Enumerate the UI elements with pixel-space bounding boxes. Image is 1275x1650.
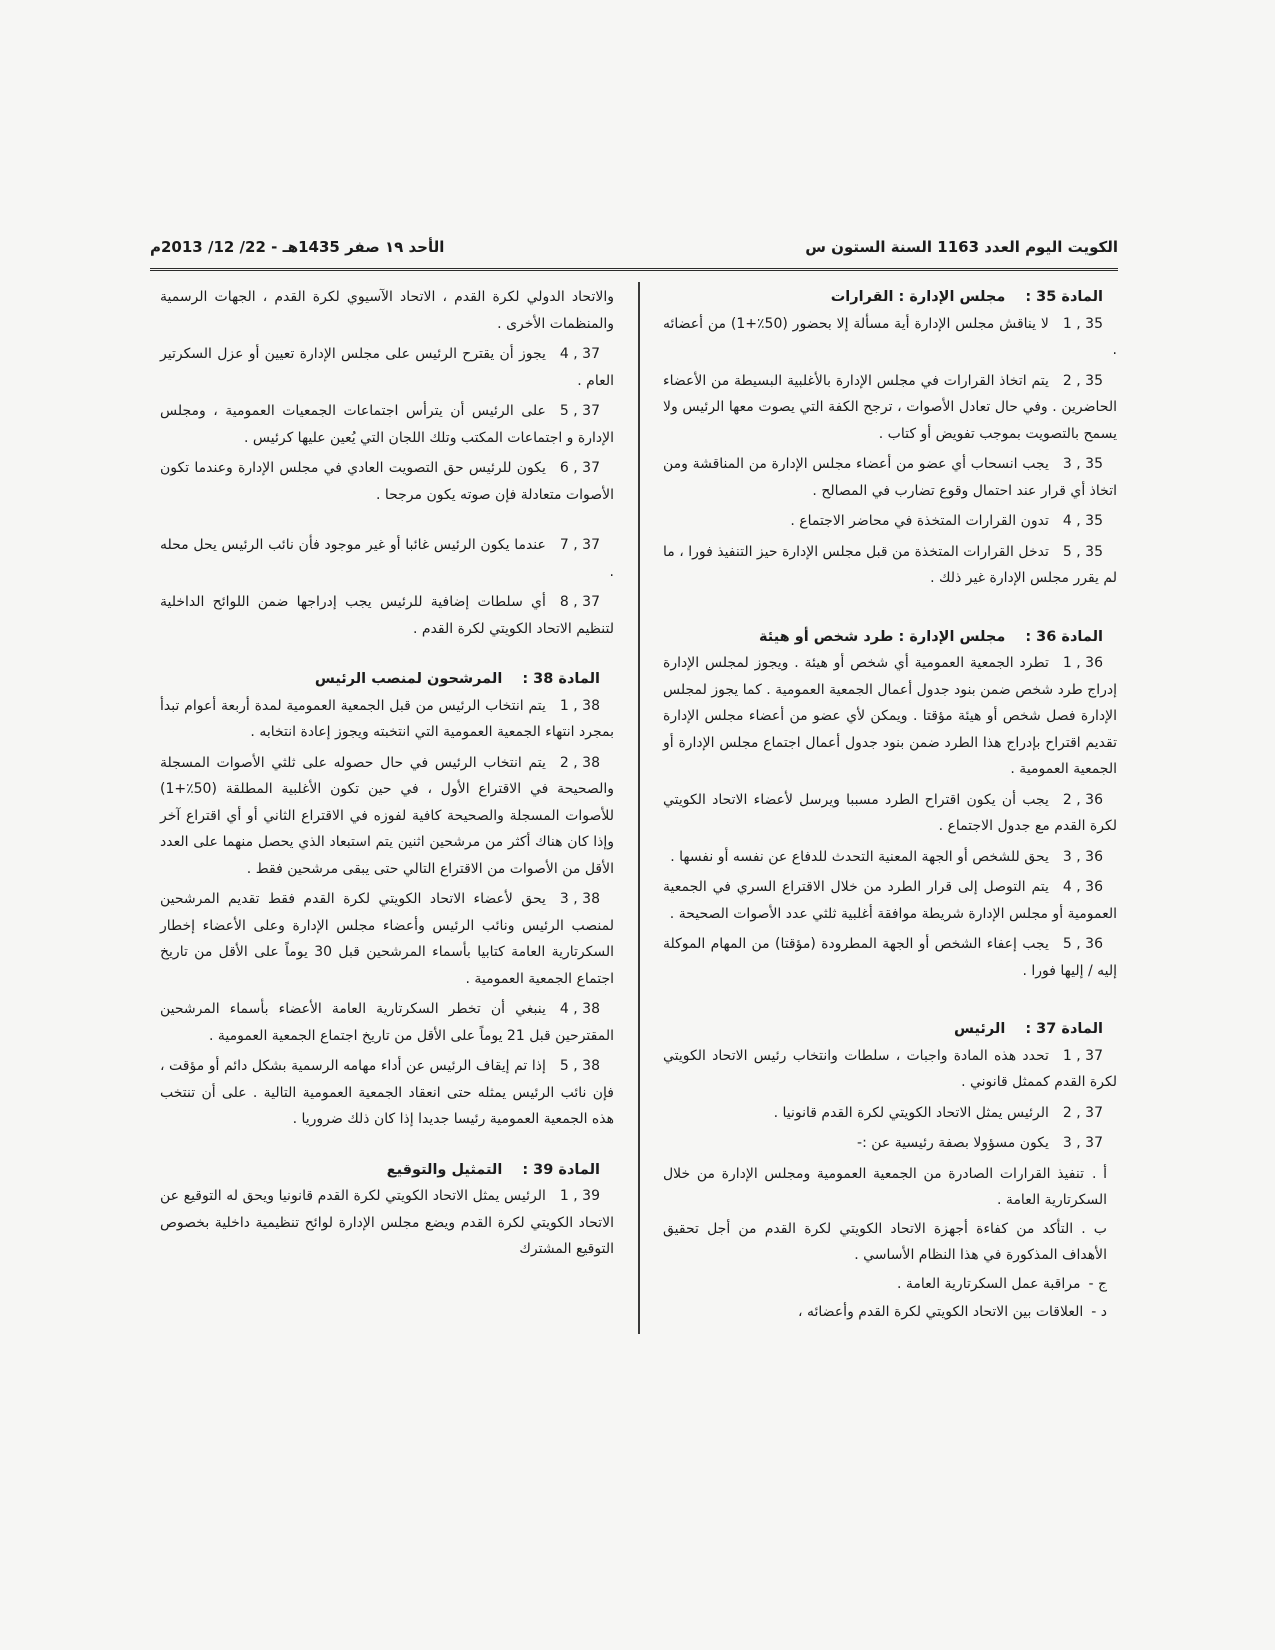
list-item: ب .التأكد من كفاءة أجهزة الاتحاد الكويتي لكرة القدم من أجل تحقيق الأهداف المذكورة في هذا النظام الأساسي . bbox=[663, 1220, 1107, 1263]
article-paragraph: 36 , 5يجب إعفاء الشخص أو الجهة المطرودة (مؤقتا) من المهام الموكلة إليه / إليها فورا . bbox=[663, 936, 1117, 979]
page-header bbox=[150, 238, 1118, 271]
article-39-heading: المادة 39 :التمثيل والتوقيع bbox=[386, 1161, 600, 1178]
article-paragraph: 36 , 2يجب أن يكون اقتراح الطرد مسببا ويرسل لأعضاء الاتحاد الكويتي لكرة القدم مع جدول الاجتماع . bbox=[663, 791, 1117, 834]
article-paragraph: 39 , 1الرئيس يمثل الاتحاد الكويتي لكرة القدم قانونيا ويحق له التوقيع عن الاتحاد الكويتي لكرة القدم ويضع مجلس الإدارة لوائح تنظيمية داخلية بخصوص التوقيع المشترك bbox=[160, 1188, 614, 1257]
article-paragraph: 37 , 8أي سلطات إضافية للرئيس يجب إدراجها ضمن اللوائح الداخلية لتنظيم الاتحاد الكويتي لكرة القدم . bbox=[160, 594, 614, 637]
list-item: أ .تنفيذ القرارات الصادرة من الجمعية العمومية ومجلس الإدارة من خلال السكرتارية العامة . bbox=[663, 1165, 1107, 1208]
article-paragraph: 37 , 1تحدد هذه المادة واجبات ، سلطات وانتخاب رئيس الاتحاد الكويتي لكرة القدم كممثل قانوني . bbox=[663, 1047, 1117, 1090]
article-paragraph: 36 , 1تطرد الجمعية العمومية أي شخص أو هيئة . ويجوز لمجلس الإدارة إدراج طرد شخص ضمن بنود جدول أعمال الجمعية العمومية . كما يجوز لمجلس الإدارة فصل شخص أو هيئة مؤقتا . ويمكن لأي عضو من أعضاء مجلس الإدارة تقديم اقتراح بإدراج هذا الطرد ضمن بنود جدول أعمال اجتماع مجلس الإدارة أو الجمعية العمومية . bbox=[663, 655, 1117, 777]
left-column bbox=[160, 284, 614, 1267]
article-38-heading: المادة 38 :المرشحون لمنصب الرئيس bbox=[314, 671, 600, 687]
right-column bbox=[663, 284, 1117, 1328]
article-paragraph: 37 , 6يكون للرئيس حق التصويت العادي في مجلس الإدارة وعندما تكون الأصوات متعادلة فإن صوته يكون مرجحا . bbox=[160, 460, 614, 503]
article-paragraph: 38 , 1يتم انتخاب الرئيس من قبل الجمعية العمومية لمدة أربعة أعوام تبدأ بمجرد انتهاء الجمعية العمومية التي انتخبته ويجوز إعادة انتخابه . bbox=[160, 697, 614, 740]
gazette-date: الأحد ١٩ صفر 1435هـ - 22/ 12/ 2013م bbox=[150, 238, 445, 256]
article-paragraph: 35 , 1لا يناقش مجلس الإدارة أية مسألة إلا بحضور (50٪+1) من أعضائه . bbox=[663, 315, 1117, 358]
list-item: ج -مراقبة عمل السكرتارية العامة . bbox=[897, 1275, 1107, 1292]
continued-text: والاتحاد الدولي لكرة القدم ، الاتحاد الآسيوي لكرة القدم ، الجهات الرسمية والمنظمات الأخرى . bbox=[160, 289, 614, 332]
article-paragraph: 37 , 7عندما يكون الرئيس غائبا أو غير موجود فأن نائب الرئيس يحل محله . bbox=[160, 537, 614, 580]
article-paragraph: 38 , 3يحق لأعضاء الاتحاد الكويتي لكرة القدم فقط تقديم المرشحين لمنصب الرئيس ونائب الرئيس وأعضاء مجلس الإدارة وعلى الأعضاء إخطار السكرتارية العامة كتابيا بأسماء المرشحين قبل 30 يوماً على الأقل من تاريخ اجتماع الجمعية العمومية . bbox=[160, 891, 615, 987]
article-paragraph: 35 , 4تدون القرارات المتخذة في محاضر الاجتماع . bbox=[790, 513, 1103, 529]
article-36-heading: المادة 36 :مجلس الإدارة : طرد شخص أو هيئة bbox=[759, 628, 1103, 645]
article-35-heading: المادة 35 :مجلس الإدارة : القرارات bbox=[830, 289, 1103, 305]
article-paragraph: 35 , 2يتم اتخاذ القرارات في مجلس الإدارة بالأغلبية البسيطة من الأعضاء الحاضرين . وفي حال تعادل الأصوات ، ترجح الكفة التي يصوت معها الرئيس ولا يسمح بالتصويت بموجب تفويض أو كتاب . bbox=[663, 372, 1117, 442]
article-paragraph: 37 , 5على الرئيس أن يترأس اجتماعات الجمعيات العمومية ، ومجلس الإدارة و اجتماعات المكتب وتلك اللجان التي يُعين عليها كرئيس . bbox=[160, 403, 614, 446]
article-paragraph: 36 , 3يحق للشخص أو الجهة المعنية التحدث للدفاع عن نفسه أو نفسها . bbox=[670, 848, 1103, 865]
article-paragraph: 38 , 4ينبغي أن تخطر السكرتارية العامة الأعضاء بأسماء المرشحين المقترحين قبل 21 يوماً على الأقل من تاريخ اجتماع الجمعية العمومية . bbox=[160, 1001, 614, 1044]
article-paragraph: 35 , 3يجب انسحاب أي عضو من أعضاء مجلس الإدارة من المناقشة ومن اتخاذ أي قرار عند احتمال وقوع تضارب في المصالح . bbox=[663, 456, 1117, 499]
article-paragraph: 38 , 5إذا تم إيقاف الرئيس عن أداء مهامه الرسمية بشكل دائم أو مؤقت ، فإن نائب الرئيس يمثله حتى انعقاد الجمعية العمومية التالية . على أن تنتخب هذه الجمعية العمومية رئيسا جديدا إذا كان ذلك ضروريا . bbox=[160, 1058, 614, 1127]
list-item: د -العلاقات بين الاتحاد الكويتي لكرة القدم وأعضائه ، bbox=[798, 1304, 1107, 1320]
column-divider bbox=[638, 282, 640, 1334]
article-paragraph: 36 , 4يتم التوصل إلى قرار الطرد من خلال الاقتراع السري في الجمعية العمومية أو مجلس الإدارة شريطة موافقة أغلبية ثلثي عدد الأصوات الصحيحة . bbox=[663, 879, 1117, 922]
article-paragraph: 35 , 5تدخل القرارات المتخذة من قبل مجلس الإدارة حيز التنفيذ فورا ، ما لم يقرر مجلس الإدارة غير ذلك . bbox=[663, 543, 1117, 586]
article-37-heading: المادة 37 :الرئيس bbox=[954, 1021, 1103, 1037]
article-paragraph: 38 , 2يتم انتخاب الرئيس في حال حصوله على ثلثي الأصوات المسجلة والصحيحة في الاقتراع الأول ، في حين تكون الأغلبية المطلقة (50٪+1) للأصوات المسجلة والصحيحة كافية لفوزه في الاقتراع الثاني أو أي اقتراع آخر وإذا كان هناك أكثر من مرشحين اثنين يتم استبعاد الذي يحصل منهما على العدد الأقل من الأصوات من الاقتراع التالي حتى يبقى مرشحين فقط . bbox=[160, 754, 614, 877]
article-paragraph: 37 , 2الرئيس يمثل الاتحاد الكويتي لكرة القدم قانونيا . bbox=[773, 1104, 1103, 1121]
article-paragraph: 37 , 4يجوز أن يقترح الرئيس على مجلس الإدارة تعيين أو عزل السكرتير العام . bbox=[160, 346, 614, 389]
article-paragraph: 37 , 3يكون مسؤولا بصفة رئيسية عن :- bbox=[857, 1135, 1103, 1151]
gazette-issue-info: الكويت اليوم العدد 1163 السنة الستون س bbox=[805, 238, 1118, 256]
